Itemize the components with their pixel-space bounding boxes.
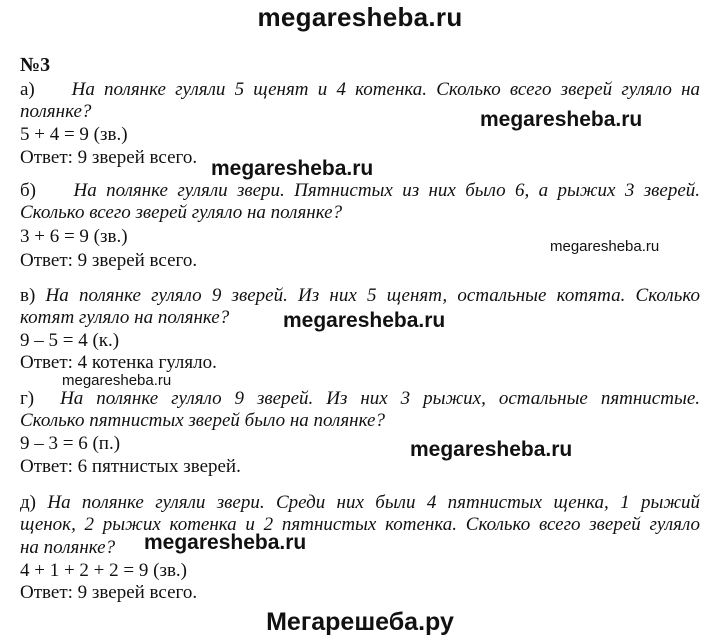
watermark-6: megaresheba.ru — [410, 438, 573, 461]
part-v-problem-line-1 — [20, 285, 700, 307]
part-g-problem-line-1 — [20, 388, 700, 410]
part-a-solution: 5 + 4 = 9 (зв.) — [20, 124, 128, 145]
part-a-problem-line-1 — [20, 79, 700, 101]
part-g-answer: Ответ: 6 пятнистых зверей. — [20, 456, 241, 477]
part-a-problem-line-2: полянке? — [20, 101, 92, 122]
part-b-problem-text-1: На полянке гуляли звери. Пятнистых из них было 6, а рыжих 3 зверей. — [73, 180, 700, 201]
watermark-7: megaresheba.ru — [144, 531, 307, 554]
part-a-label: а) — [20, 79, 35, 100]
part-b-problem-line-1 — [20, 180, 700, 202]
watermark-4: megaresheba.ru — [283, 309, 446, 332]
watermark-5: megaresheba.ru — [62, 372, 172, 389]
part-v-problem-text-1: На полянке гуляло 9 зверей. Из них 5 щенят, остальные котята. Сколько — [45, 285, 701, 306]
watermark-2: megaresheba.ru — [211, 157, 374, 180]
part-b-solution: 3 + 6 = 9 (зв.) — [20, 226, 128, 247]
part-g-problem-line-2: Сколько пятнистых зверей было на полянке? — [20, 410, 385, 431]
watermark-3: megaresheba.ru — [550, 238, 660, 255]
part-v-answer: Ответ: 4 котенка гуляло. — [20, 352, 217, 373]
part-b-problem-line-2: Сколько всего зверей гуляло на полянке? — [20, 202, 343, 223]
part-g-problem-text-1: На полянке гуляло 9 зверей. Из них 3 рыжих, остальные пятнистые. — [60, 388, 701, 409]
part-v-solution: 9 – 5 = 4 (к.) — [20, 330, 120, 351]
footer-watermark: Мегарешеба.ру — [266, 608, 454, 636]
part-v-problem-line-2: котят гуляло на полянке? — [20, 307, 230, 328]
part-b-answer: Ответ: 9 зверей всего. — [20, 250, 198, 271]
part-d-problem-line-3: на полянке? — [20, 537, 116, 558]
part-d-problem-text-1: На полянке гуляли звери. Среди них были 4 пятнистых щенка, 1 рыжий — [47, 492, 701, 513]
task-number: №3 — [20, 54, 51, 76]
part-a-answer: Ответ: 9 зверей всего. — [20, 147, 198, 168]
part-v-label: в) — [20, 285, 36, 306]
part-d-problem-line-2: щенок, 2 рыжих котенка и 2 пятнистых котенка. Сколько всего зверей гуляло — [20, 514, 700, 535]
part-d-solution: 4 + 1 + 2 + 2 = 9 (зв.) — [20, 560, 187, 581]
watermark-1: megaresheba.ru — [480, 108, 643, 131]
part-b-label: б) — [20, 180, 36, 201]
part-d-problem-line-1 — [20, 492, 700, 514]
part-g-label: г) — [20, 388, 35, 409]
part-g-solution: 9 – 3 = 6 (п.) — [20, 433, 121, 454]
part-d-answer: Ответ: 9 зверей всего. — [20, 582, 198, 603]
part-d-label: д) — [20, 492, 36, 513]
part-a-problem-text-1: На полянке гуляли 5 щенят и 4 котенка. Сколько всего зверей гуляло на — [71, 79, 700, 100]
header-watermark: megaresheba.ru — [257, 2, 463, 32]
